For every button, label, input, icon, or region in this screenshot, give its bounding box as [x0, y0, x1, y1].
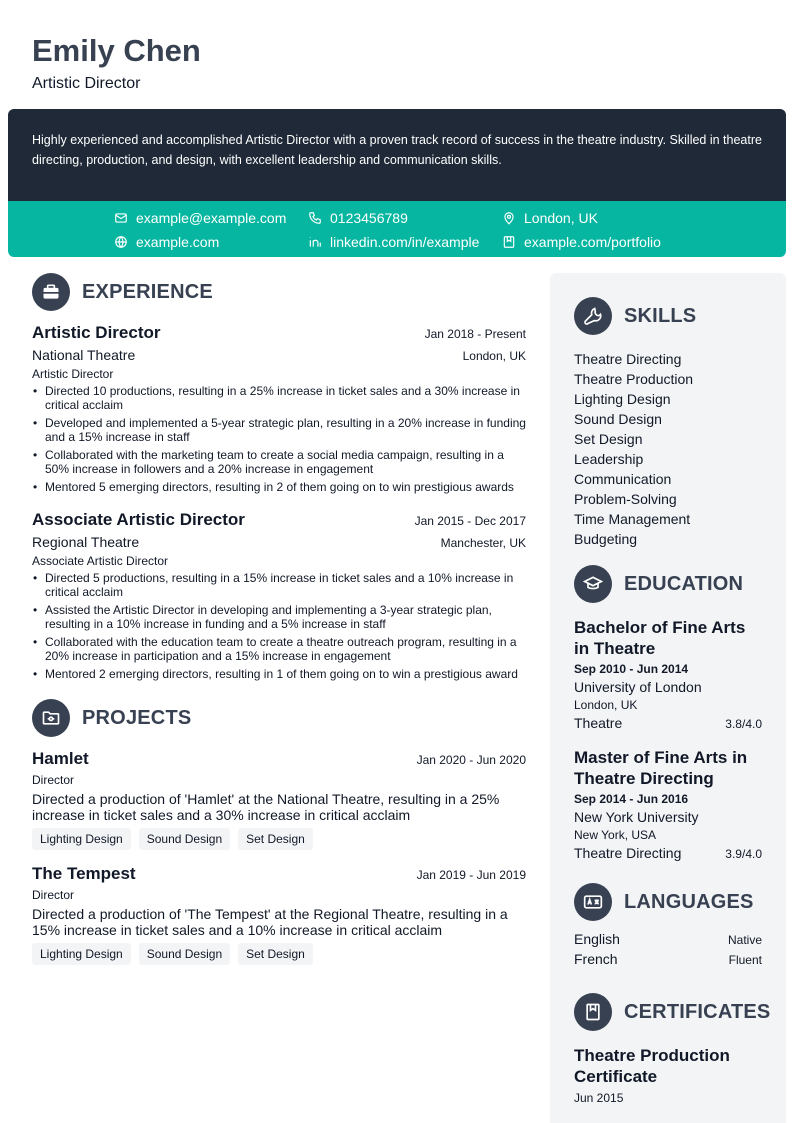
job-title: Artistic Director — [32, 323, 161, 342]
project-entry — [32, 862, 526, 965]
project-tag: Sound Design — [139, 943, 230, 965]
education-location: New York, USA — [574, 828, 657, 842]
education-school: New York University — [574, 809, 699, 825]
job-bullet: • Collaborated with the marketing team to create a social media campaign, resulting in a 50% increase in followers and a 20% increase in engagement — [32, 448, 526, 476]
job-location: Manchester, UK — [440, 536, 526, 550]
project-date: Jan 2019 - Jun 2019 — [416, 868, 526, 882]
contact-location-text: London, UK — [524, 210, 598, 226]
project-tags — [32, 828, 526, 850]
education-gpa: 3.9/4.0 — [725, 847, 762, 861]
portfolio-icon — [502, 235, 516, 249]
job-company: National Theatre — [32, 347, 136, 363]
project-description: Directed a production of 'The Tempest' at the Regional Theatre, resulting in a 15% increase in ticket sales and a 10% increase in critical acclaim — [32, 906, 508, 938]
job-bullet: • Directed 5 productions, resulting in a 15% increase in ticket sales and a 10% increase in critical acclaim — [32, 571, 526, 599]
job-date: Jan 2018 - Present — [424, 327, 526, 341]
education-title: EDUCATION — [624, 572, 744, 595]
job-company: Regional Theatre — [32, 534, 140, 550]
education-location: London, UK — [574, 698, 638, 712]
candidate-name: Emily Chen — [32, 33, 201, 68]
skill-item: Communication — [574, 471, 672, 487]
contact-linkedin-text: linkedin.com/in/example — [330, 234, 480, 250]
phone-icon — [308, 211, 322, 225]
skill-item: Time Management — [574, 511, 691, 527]
contact-phone-text: 0123456789 — [330, 210, 408, 226]
contact-phone[interactable] — [308, 209, 408, 227]
languages-title: LANGUAGES — [624, 890, 754, 913]
job-bullets — [32, 571, 526, 681]
skills-heading — [574, 297, 762, 335]
project-tags — [32, 943, 526, 965]
languages-heading — [574, 883, 762, 921]
language-level: Fluent — [728, 953, 762, 967]
job-bullet: • Assisted the Artistic Director in developing and implementing a 3-year strategic plan, resulting in a 10% increase in funding and a 5% increase in staff — [32, 603, 526, 631]
job-position: Artistic Director — [32, 367, 114, 381]
skill-item: Budgeting — [574, 531, 638, 547]
certificates-heading — [574, 993, 771, 1031]
project-role: Director — [32, 773, 75, 787]
skill-item: Lighting Design — [574, 391, 671, 407]
skill-item: Theatre Production — [574, 371, 694, 387]
skill-item: Problem-Solving — [574, 491, 677, 507]
job-bullet: • Mentored 5 emerging directors, resulting in 2 of them going on to win prestigious awards — [32, 480, 526, 494]
certificate-date: Jun 2015 — [574, 1091, 624, 1105]
project-name: The Tempest — [32, 864, 136, 883]
contact-email[interactable] — [114, 209, 286, 227]
map-pin-icon — [502, 211, 516, 225]
project-tag: Sound Design — [139, 828, 230, 850]
language-level: Native — [727, 933, 762, 947]
project-date: Jan 2020 - Jun 2020 — [416, 753, 526, 767]
job-entry — [32, 321, 526, 494]
education-school: University of London — [574, 679, 702, 695]
education-degree: Bachelor of Fine Arts in Theatre — [574, 618, 746, 658]
education-date: Sep 2014 - Jun 2016 — [574, 792, 689, 806]
skill-item: Theatre Directing — [574, 351, 682, 367]
experience-heading — [32, 273, 526, 311]
main-column — [32, 273, 526, 965]
contact-email-text: example@example.com — [136, 210, 287, 226]
experience-title: EXPERIENCE — [82, 280, 213, 303]
linkedin-icon — [308, 235, 322, 249]
language-item — [574, 929, 762, 949]
education-field: Theatre — [574, 715, 623, 731]
skill-item: Sound Design — [574, 411, 662, 427]
language-item — [574, 949, 762, 969]
project-tag: Lighting Design — [32, 943, 131, 965]
bookmark-icon — [574, 993, 612, 1031]
project-role: Director — [32, 888, 75, 902]
job-bullets — [32, 384, 526, 494]
certificates-title: CERTIFICATES — [624, 1000, 771, 1023]
contact-location — [502, 209, 598, 227]
job-bullet: • Mentored 2 emerging directors, resulting in 1 of them going on to win a prestigious award — [32, 667, 526, 681]
education-field: Theatre Directing — [574, 845, 682, 861]
job-bullet: • Collaborated with the education team to create a theatre outreach program, resulting in a 20% increase in participation and a 15% increase in engagement — [32, 635, 526, 663]
summary-text: Highly experienced and accomplished Artistic Director with a proven track record of success in the theatre industry. Skilled in theatre directing, production, and design, with excellent leadership and communication skills. — [32, 133, 762, 167]
project-tag: Set Design — [238, 828, 313, 850]
certificate-name: Theatre Production Certificate — [574, 1046, 730, 1086]
wrench-icon — [574, 297, 612, 335]
contact-portfolio[interactable] — [502, 233, 661, 251]
job-location: London, UK — [462, 349, 526, 363]
projects-heading — [32, 699, 526, 737]
education-entry — [574, 747, 762, 863]
skill-item: Set Design — [574, 431, 643, 447]
education-date: Sep 2010 - Jun 2014 — [574, 662, 689, 676]
project-tag: Lighting Design — [32, 828, 131, 850]
languages-list — [574, 929, 762, 969]
language-name: English — [574, 931, 620, 947]
project-description: Directed a production of 'Hamlet' at the National Theatre, resulting in a 25% increase in ticket sales and a 30% increase in critical acclaim — [32, 791, 500, 823]
contact-bar — [8, 201, 786, 257]
job-bullet: • Directed 10 productions, resulting in a 25% increase in ticket sales and a 30% increase in critical acclaim — [32, 384, 526, 412]
summary-panel — [8, 109, 786, 201]
sidebar-column — [550, 273, 786, 1123]
contact-website[interactable] — [114, 233, 219, 251]
language-name: French — [574, 951, 618, 967]
job-position: Associate Artistic Director — [32, 554, 169, 568]
resume-header — [32, 32, 762, 94]
translate-icon — [574, 883, 612, 921]
education-entry — [574, 617, 762, 733]
contact-linkedin[interactable] — [308, 233, 479, 251]
education-degree: Master of Fine Arts in Theatre Directing — [574, 748, 748, 788]
job-date: Jan 2015 - Dec 2017 — [414, 514, 526, 528]
education-gpa: 3.8/4.0 — [725, 717, 762, 731]
contact-portfolio-text: example.com/portfolio — [524, 234, 661, 250]
job-title: Associate Artistic Director — [32, 510, 245, 529]
project-entry — [32, 747, 526, 850]
skills-title: SKILLS — [624, 304, 697, 327]
job-entry — [32, 508, 526, 681]
skill-item: Leadership — [574, 451, 644, 467]
graduation-cap-icon — [574, 565, 612, 603]
briefcase-icon — [32, 273, 70, 311]
contact-website-text: example.com — [136, 234, 220, 250]
globe-icon — [114, 235, 128, 249]
mail-icon — [114, 211, 128, 225]
candidate-role: Artistic Director — [32, 75, 141, 92]
project-name: Hamlet — [32, 749, 89, 768]
skills-list — [574, 349, 762, 549]
project-tag: Set Design — [238, 943, 313, 965]
education-heading — [574, 565, 762, 603]
folder-icon — [32, 699, 70, 737]
projects-title: PROJECTS — [82, 706, 192, 729]
job-bullet: • Developed and implemented a 5-year strategic plan, resulting in a 20% increase in funding and a 15% increase in staff — [32, 416, 526, 444]
